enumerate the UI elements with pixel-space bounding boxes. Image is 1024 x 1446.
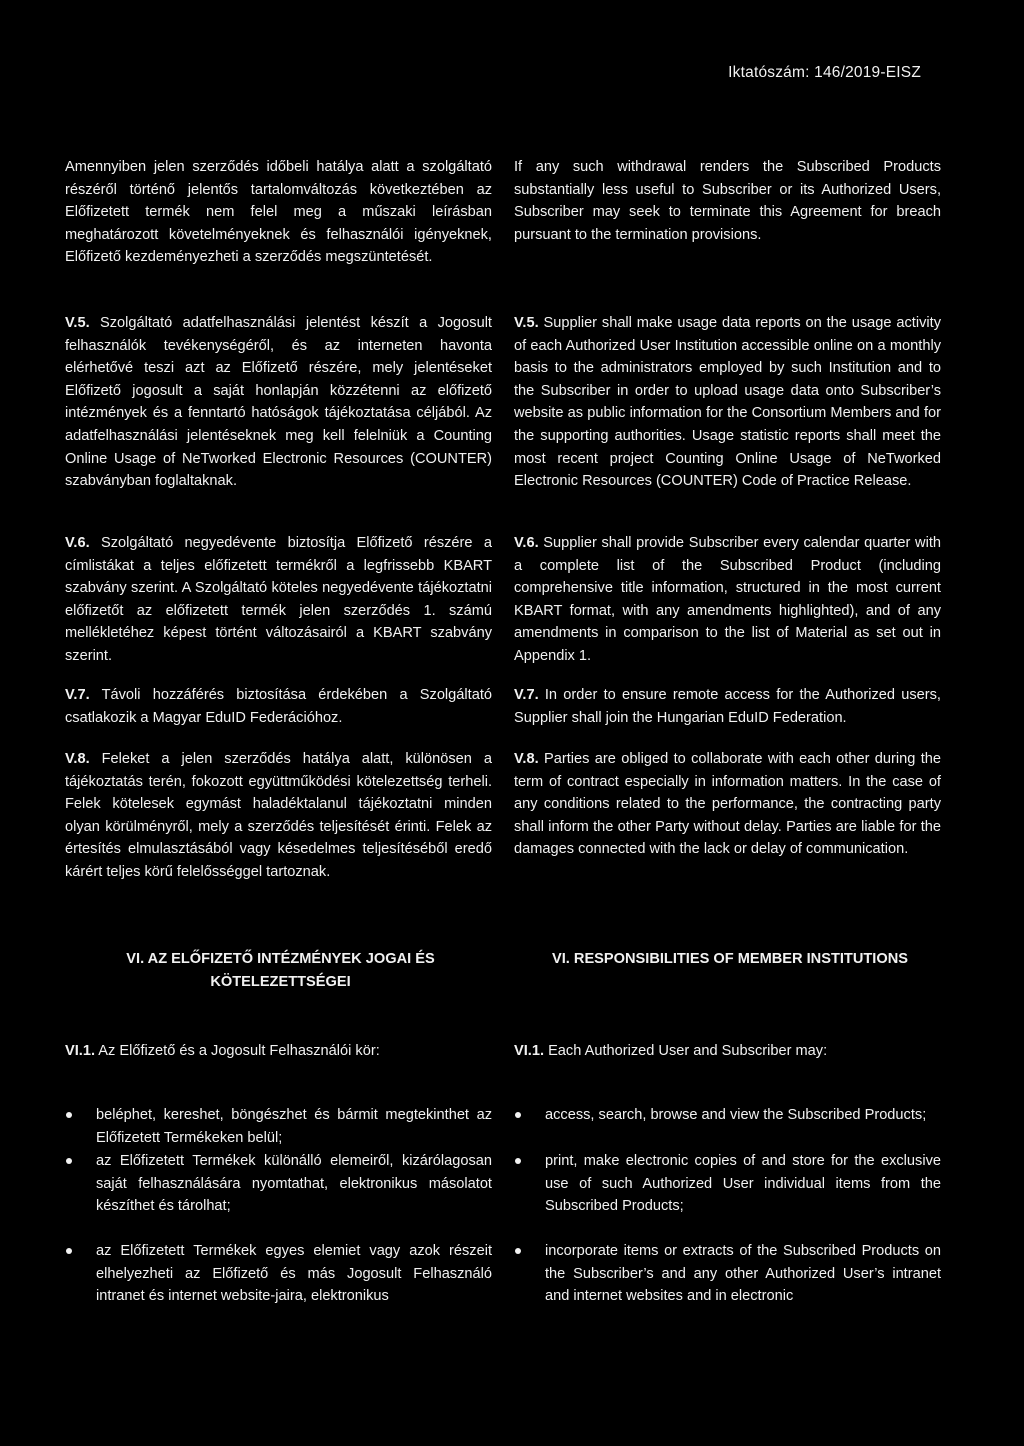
- section-heading-hu: VI. AZ ELŐFIZETŐ INTÉZMÉNYEK JOGAI ÉS KÖTELEZETTSÉGEI: [126, 951, 435, 990]
- clause-text-hu: Szolgáltató negyedévente biztosítja Előfizető részére a címlistákat a teljes előfizetett termékről a legfrissebb KBART szabvány szerint. A Szolgáltató köteles negyedévente tájékoztatni előfizetőt az előfizetett termék jelen szerződés 1. számú mellékletéhez képest történt változásairól a KBART szabvány szerint.: [65, 535, 492, 664]
- clause-text-en: In order to ensure remote access for the Authorized users, Supplier shall join the Hungarian EduID Federation.: [514, 687, 941, 726]
- list-item-text-hu: beléphet, kereshet, böngészhet és bármit megtekinthet az Előfizetett Termékeken belül;: [96, 1107, 492, 1146]
- section-v6-en: [514, 532, 941, 668]
- list-item: [65, 1240, 492, 1308]
- clause-text-hu: Feleket a jelen szerződés hatálya alatt, különösen a tájékoztatás terén, fokozott együttműködési kötelezettség terheli. Felek kötelesek egymást haladéktalanul tájékoztatni minden olyan körülményről, mely a szerződés teljesítését érinti. Felek az értesítés elmulasztásából vagy késedelmes teljesítéséből eredő kárért teljes körű felelősséggel tartoznak.: [65, 751, 492, 880]
- list-item: [65, 1150, 492, 1218]
- list-item-text-en: access, search, browse and view the Subscribed Products;: [545, 1107, 927, 1123]
- list-item: [514, 1150, 941, 1218]
- clause-text-hu: Szolgáltató adatfelhasználási jelentést készít a Jogosult felhasználók tevékenységéről, és az interneten havonta elérhetővé teszi azt az Előfizető részére, mely jelentéseket Előfizető jogosult a saját honlapján közzétenni az előfizető intézmények és a fenntartó hatóságok tájékoztatása céljából. Az adatfelhasználási jelentéseknek meg kell felelniük a Counting Online Usage of NeTworked Electronic Resources (COUNTER) szabványban foglaltaknak.: [65, 315, 492, 490]
- list-item: [65, 1104, 492, 1149]
- intro-paragraph-hu: [65, 156, 492, 269]
- clause-number: V.6.: [65, 535, 90, 551]
- clause-number: V.5.: [514, 315, 539, 331]
- section-v5-hu: [65, 312, 492, 493]
- section-v7-en: [514, 684, 941, 729]
- list-item-text-hu: az Előfizetett Termékek különálló elemeiről, kizárólagosan saját felhasználására nyomtathat, elektronikus másolatot készíthet és tárolhat;: [96, 1153, 492, 1215]
- intro-paragraph-en: [514, 156, 941, 246]
- clause-number: VI.1.: [514, 1043, 545, 1059]
- clause-text-en: Each Authorized User and Subscriber may:: [548, 1043, 828, 1059]
- clause-text-en: Parties are obliged to collaborate with each other during the term of contract especially in information matters. In the case of any conditions related to the performance, the contracting party shall inform the other Party without delay. Parties are liable for the damages connected with the lack or delay of communication.: [514, 751, 941, 858]
- clause-number: V.6.: [514, 535, 539, 551]
- list-item-text-en: incorporate items or extracts of the Subscribed Products on the Subscriber’s and any other Authorized User’s intranet and internet websites and in electronic: [545, 1243, 941, 1305]
- clause-text-en: Supplier shall make usage data reports on the usage activity of each Authorized User Institution accessible online on a monthly basis to the administrators employed by such Institution and to the Subscriber in order to upload usage data onto Subscriber’s website as public information for the Consortium Members and for the supporting authorities. Usage statistic reports shall meet the most recent project Counting Online Usage of NeTworked Electronic Resources (COUNTER) Code of Practice Release.: [514, 315, 941, 490]
- section-v5-en: [514, 312, 941, 493]
- clause-number: V.7.: [514, 687, 539, 703]
- intro-text-hu: Amennyiben jelen szerződés időbeli hatálya alatt a szolgáltató részéről történő jelentős tartalomváltozás következtében az Előfizetett termék nem felel meg a műszaki leírásban meghatározott követelményeknek és felhasználói igényeknek, Előfizető kezdeményezheti a szerződés megszüntetését.: [65, 159, 492, 266]
- clause-number: VI.1.: [65, 1043, 96, 1059]
- clause-text-hu: Távoli hozzáférés biztosítása érdekében a Szolgáltató csatlakozik a Magyar EduID Federációhoz.: [65, 687, 492, 726]
- clause-number: V.7.: [65, 687, 90, 703]
- document-reference-number: Iktatószám: 146/2019-EISZ: [728, 64, 921, 81]
- clause-number: V.8.: [514, 751, 539, 767]
- section-v7-hu: [65, 684, 492, 729]
- section-vi1-en: [514, 1040, 941, 1063]
- list-item-text-hu: az Előfizetett Termékek egyes elemiet vagy azok részeit elhelyezheti az Előfizető és más Jogosult Felhasználó intranet és internet website-jaira, elektronikus: [96, 1243, 492, 1305]
- clause-number: V.5.: [65, 315, 90, 331]
- list-item: [514, 1240, 941, 1308]
- list-item: [514, 1104, 941, 1127]
- section-vi1-hu: [65, 1040, 492, 1063]
- clause-text-en: Supplier shall provide Subscriber every calendar quarter with a complete list of the Subscribed Product (including comprehensive title information, structured in the most current KBART format, with any amendments highlighted), and of any amendments in comparison to the list of Material as set out in Appendix 1.: [514, 535, 941, 664]
- list-item-text-en: print, make electronic copies of and store for the exclusive use of such Authorized User individual items from the Subscribed Products;: [545, 1153, 941, 1215]
- section-v8-en: [514, 748, 941, 861]
- clause-text-hu: Az Előfizető és a Jogosult Felhasználói kör:: [98, 1043, 380, 1059]
- clause-number: V.8.: [65, 751, 90, 767]
- section-v6-hu: [65, 532, 492, 668]
- section-v8-hu: [65, 748, 492, 884]
- section-heading-en: VI. RESPONSIBILITIES OF MEMBER INSTITUTIONS: [552, 951, 908, 967]
- intro-text-en: If any such withdrawal renders the Subscribed Products substantially less useful to Subscriber or its Authorized Users, Subscriber may seek to terminate this Agreement for breach pursuant to the termination provisions.: [514, 159, 941, 243]
